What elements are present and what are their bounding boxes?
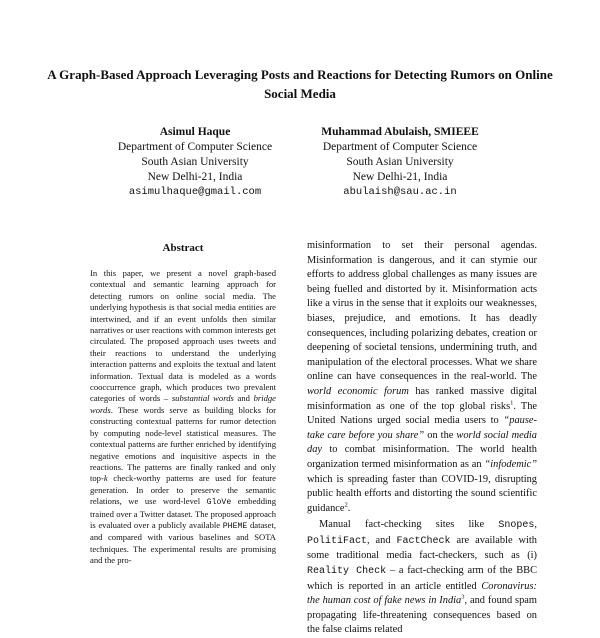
body-segment: Manual fact-checking sites like [319,519,499,531]
body-code-term: Snopes [498,520,535,532]
body-segment: to combat misinformation. The world health organization termed misinformation as an [307,444,537,470]
body-segment: , and [367,534,397,546]
abstract-segment: In this paper, we present a novel graph-based contextual and semantic learning approach for detecting rumors on online social media. The underlying hypothesis is that social media entities are intertwined, and if an event unfolds then similar narratives or user reactions with common interests get circulated. The proposed approach uses tweets and their reactions to understand the underlying interaction patterns and exploits the textual and latent information. Textual data is modeled as a words cooccurrence graph, which produces two prevalent categories of words – [90,268,276,404]
author-block-2 [275,125,525,200]
author-name: Asimul Haque [159,126,231,138]
body-column [307,239,537,638]
body-segment: misinformation to set their personal agendas. Misinformation is dangerous, and it can stymie our efforts to address global challenges as many issues are being fuelled and distorted by it. Misinformation acts like a virus in the sense that it exploits our weaknesses, biases, prejudice, and emotions. It has deadly consequences, including polarizing debates, creation or deepening of societal tensions, undermining truth, and manipulation of the electoral processes. What we share online can have consequences in the real-world. The [307,240,537,383]
body-emphasis: Coronavirus: the human cost of fake news in India [307,580,537,607]
paper-title: A Graph-Based Approach Leveraging Posts and Reactions for Detecting Rumors on Online Social Media [47,67,553,101]
author-city: New Delhi-21, India [352,171,448,183]
body-emphasis: “infodemic” [484,458,537,470]
body-segment: , [534,519,537,531]
abstract-segment: . These words serve as building blocks for constructing contextual patterns for rumor detection by computing node-level statistical measures. The contextual patterns are further enriched by identifying negative emotions and inquisitive aspects in the reactions. The patterns are finally ranked and only top- [90,404,276,484]
footnote-marker: 3 [461,593,465,601]
body-code-term: FactCheck [396,535,451,547]
body-segment: . [347,502,351,514]
body-code-term: PolitiFact [307,535,368,547]
body-segment: are available with some traditional media fact-checkers, such as (i) [307,534,537,562]
body-segment: – a fact-checking arm of the BBC which is reported in an article entitled [307,565,538,592]
body-emphasis: world economic forum [307,385,409,397]
abstract-segment: and [233,393,254,404]
footnote-marker: 1 [510,399,514,407]
body-segment: which is spreading faster than COVID-19, disrupting public health efforts and distorting the sound scientific guidance [307,473,537,514]
abstract-text [90,268,276,567]
body-emphasis: world social media day [307,429,537,456]
body-segment: has ranked massive digital misinformation as one of the top global risks [307,385,537,412]
body-paragraph-1 [307,239,537,516]
abstract-heading: Abstract [162,242,204,254]
author-email: abulaish@sau.ac.in [343,186,457,198]
footnote-marker: 2 [344,501,348,509]
abstract-code-term: PHEME [222,521,248,531]
author-university: South Asian University [141,156,249,168]
body-code-term: Reality Check [307,566,387,578]
abstract-code-term: GloVe [206,498,232,508]
abstract-emphasis: bridge words [90,393,276,415]
body-segment: , and found spam propagating life-threatening consequences based on the false claims related [307,595,537,636]
body-segment: . The United Nations urged social media users to [307,400,537,427]
author-university: South Asian University [346,156,454,168]
body-paragraph-2 [307,518,537,638]
author-email: asimulhaque@gmail.com [128,186,262,198]
author-city: New Delhi-21, India [147,171,243,183]
author-department: Department of Computer Science [322,141,478,153]
author-department: Department of Computer Science [117,141,273,153]
abstract-segment: embedding trained over a Twitter dataset. The proposed approach is evaluated over a publicly available [90,496,276,530]
abstract-emphasis: k [103,473,108,484]
body-emphasis: “pause- take care before you share” [307,415,537,441]
body-segment: on the [424,429,457,441]
author-name: Muhammad Abulaish, SMIEEE [321,126,479,138]
abstract-emphasis: substantial words [171,393,234,404]
abstract-segment: dataset, and compared with various baselines and SOTA techniques. The experimental results are promising and the pro- [90,519,276,566]
abstract-segment: check-worthy patterns are used for feature generation. In order to preserve the semantic relations, we use word-level [90,473,276,507]
